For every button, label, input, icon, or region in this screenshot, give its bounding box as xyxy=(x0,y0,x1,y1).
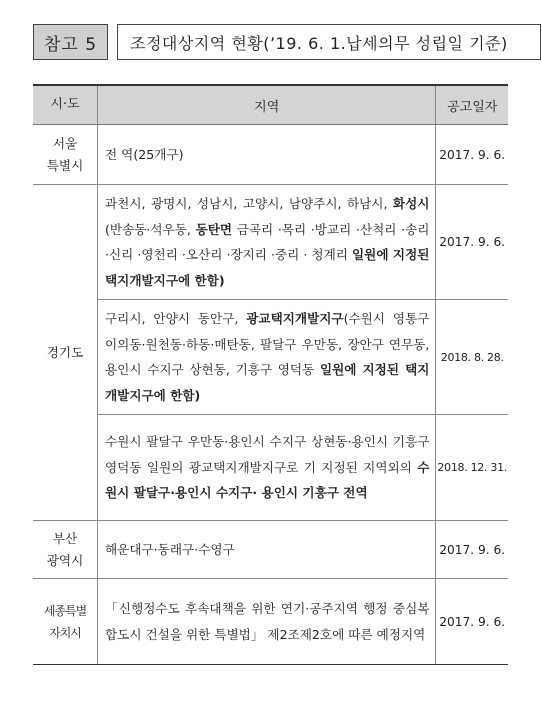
sido-cell: 부산 광역시 xyxy=(33,521,98,579)
date-cell: 2017. 9. 6. xyxy=(436,579,508,665)
area-cell xyxy=(98,521,436,579)
reference-label: 참고 5 xyxy=(33,24,108,60)
text-segment: 금곡리 ·목리 ·방교리 ·산척리 ·송리 ·신리 ·영천리 ·오산리 ·장지리 ·중리 · 청계리 xyxy=(105,221,430,262)
table-header-row xyxy=(33,85,508,125)
date-cell: 2018. 8. 28. xyxy=(436,300,508,415)
table-row xyxy=(33,579,508,665)
text-segment: 해운대구·동래구·수영구 xyxy=(105,541,235,557)
table-row xyxy=(33,521,508,579)
text-segment: (반송동·석우동, xyxy=(105,221,196,237)
adjustment-area-table xyxy=(33,84,508,665)
sido-cell: 서울 특별시 xyxy=(33,125,98,185)
text-segment: (수원시 영통구 이의동·원천동·하동·매탄동, 팔달구 우만동, 장안구 연무동, 용인시 수지구 상현동, 기흥구 영덕동 xyxy=(105,311,430,377)
area-cell xyxy=(98,300,436,415)
column-header-date: 공고일자 xyxy=(436,85,508,125)
table-row xyxy=(33,300,508,415)
text-segment: 「신행정수도 후속대책을 위한 연기·공주지역 행정 중심복합도시 건설을 위한 특별법」 제2조제2호에 따른 예정지역 xyxy=(105,601,430,642)
table-row xyxy=(33,125,508,185)
bold-text-segment: 수원시 팔달구·용인시 수지구· 용인시 기흥구 전역 xyxy=(105,459,430,501)
date-cell: 2017. 9. 6. xyxy=(436,125,508,185)
text-segment: 수원시 팔달구 우만동·용인시 수지구 상현동·용인시 기흥구 영덕동 일원의 광교택지개발지구로 기 지정된 지역외의 xyxy=(105,434,430,475)
sido-cell: 세종특별 자치시 xyxy=(33,579,98,665)
text-segment: 구리시, 안양시 동안구, xyxy=(105,311,247,326)
bold-text-segment: 화성시 xyxy=(392,196,430,211)
bold-text-segment: 일원에 지정된 택지개발지구에 한함) xyxy=(105,247,430,288)
date-cell: 2017. 9. 6. xyxy=(436,521,508,579)
bold-text-segment: 일원에 지정된 택지개발지구에 한함) xyxy=(105,362,430,403)
table-row xyxy=(33,415,508,521)
area-cell xyxy=(98,185,436,300)
bold-text-segment: 광교택지개발지구 xyxy=(246,311,344,326)
text-segment: 과천시, 광명시, 성남시, 고양시, 남양주시, 하남시, xyxy=(105,196,393,211)
page-title: 조정대상지역 현황(’19. 6. 1.납세의무 성립일 기준) xyxy=(117,24,541,60)
area-cell xyxy=(98,415,436,521)
bold-text-segment: 동탄면 xyxy=(195,221,233,237)
area-cell xyxy=(98,579,436,665)
sido-cell: 경기도 xyxy=(33,185,98,521)
date-cell: 2018. 12. 31. xyxy=(436,415,508,521)
date-cell: 2017. 9. 6. xyxy=(436,185,508,300)
text-segment: 전 역(25개구) xyxy=(105,146,184,162)
area-cell xyxy=(98,125,436,185)
column-header-area: 지역 xyxy=(98,85,436,125)
table-row xyxy=(33,185,508,300)
column-header-sido: 시·도 xyxy=(33,85,98,125)
